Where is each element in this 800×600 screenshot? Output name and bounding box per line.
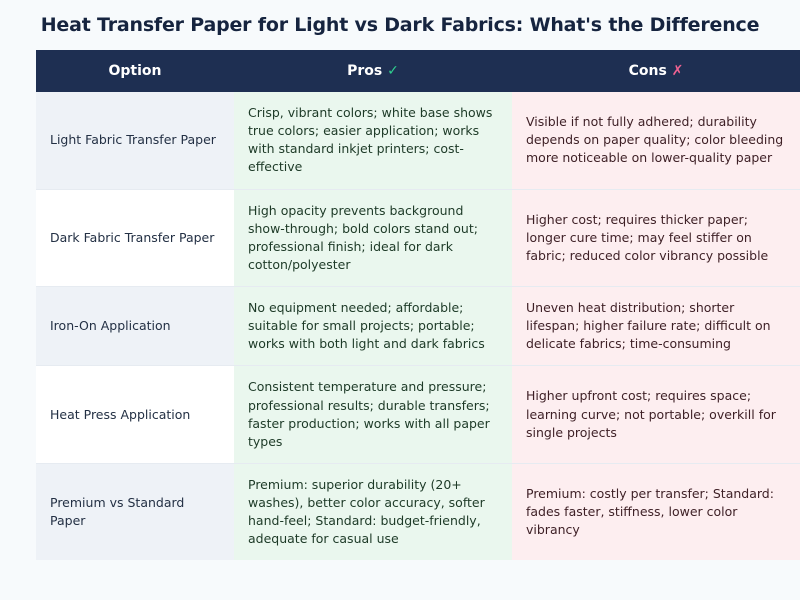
- column-header-pros-label: Pros: [347, 63, 383, 79]
- table-row: [36, 287, 800, 366]
- cell-cons: Visible if not fully adhered; durability depends on paper quality; color bleeding more noticeable on lower-quality paper: [512, 92, 800, 189]
- cell-option: Light Fabric Transfer Paper: [36, 92, 234, 189]
- table-header: [36, 50, 800, 92]
- cross-icon: ✗: [671, 63, 684, 79]
- comparison-table: [36, 50, 800, 560]
- cell-option: Heat Press Application: [36, 366, 234, 464]
- page-title: Heat Transfer Paper for Light vs Dark Fabrics: What's the Difference: [40, 14, 760, 36]
- column-header-pros: [234, 50, 512, 92]
- table-header-row: [36, 50, 800, 92]
- cell-cons: Higher cost; requires thicker paper; longer cure time; may feel stiffer on fabric; reduced color vibrancy possible: [512, 189, 800, 287]
- cell-pros: High opacity prevents background show-through; bold colors stand out; professional finish; ideal for dark cotton/polyester: [234, 189, 512, 287]
- cell-option: Iron-On Application: [36, 287, 234, 366]
- column-header-option: Option: [36, 50, 234, 92]
- table-row: [36, 189, 800, 287]
- check-icon: ✓: [387, 63, 399, 79]
- cell-pros: No equipment needed; affordable; suitable for small projects; portable; works with both light and dark fabrics: [234, 287, 512, 366]
- table-body: [36, 92, 800, 560]
- table-row: [36, 366, 800, 464]
- column-header-cons: [512, 50, 800, 92]
- cell-pros: Premium: superior durability (20+ washes), better color accuracy, softer hand-feel; Standard: budget-friendly, adequate for casual use: [234, 463, 512, 560]
- cell-pros: Crisp, vibrant colors; white base shows true colors; easier application; works with standard inkjet printers; cost-effective: [234, 92, 512, 189]
- cell-cons: Uneven heat distribution; shorter lifespan; higher failure rate; difficult on delicate fabrics; time-consuming: [512, 287, 800, 366]
- table-row: [36, 463, 800, 560]
- table-row: [36, 92, 800, 189]
- cell-cons: Higher upfront cost; requires space; learning curve; not portable; overkill for single projects: [512, 366, 800, 464]
- cell-cons: Premium: costly per transfer; Standard: fades faster, stiffness, lower color vibrancy: [512, 463, 800, 560]
- cell-option: Premium vs Standard Paper: [36, 463, 234, 560]
- cell-option: Dark Fabric Transfer Paper: [36, 189, 234, 287]
- cell-pros: Consistent temperature and pressure; professional results; durable transfers; faster production; works with all paper types: [234, 366, 512, 464]
- comparison-table-wrapper: [36, 50, 784, 560]
- column-header-cons-label: Cons: [628, 63, 667, 79]
